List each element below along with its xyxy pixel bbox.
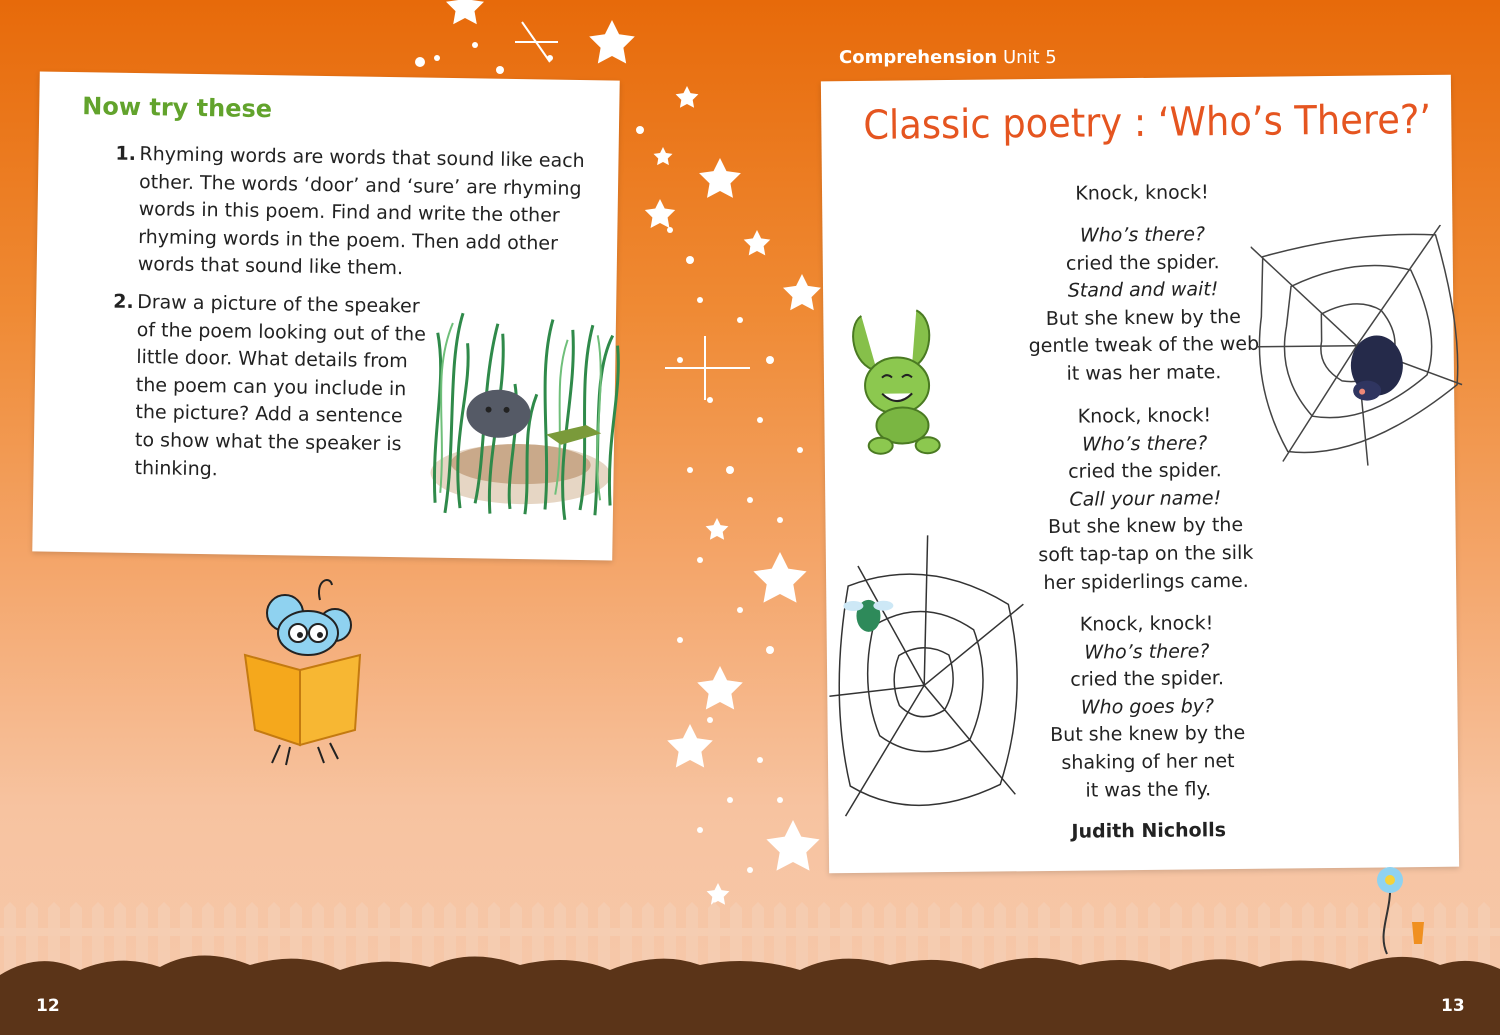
task-1 (115, 141, 602, 286)
page-number-right: 13 (1441, 996, 1465, 1016)
poem-author: Judith Nicholls (1071, 819, 1227, 843)
poem-line: Knock, knock! (1077, 404, 1212, 428)
poem-line: cried the spider. (1065, 250, 1220, 275)
ground-decoration (0, 945, 1500, 1035)
poem-line: cried the spider. (1068, 459, 1222, 483)
stanza-3 (1029, 402, 1261, 598)
poem-line: Knock, knock! (1075, 181, 1209, 205)
poem-line: Who’s there? (1081, 431, 1208, 456)
unit-label-rest: Unit 5 (1002, 47, 1057, 68)
poem-line: cried the spider. (1070, 667, 1225, 691)
spider-web-illustration (1250, 225, 1468, 472)
poem-line: Who goes by? (1080, 695, 1215, 719)
poem-line: Who’s there? (1084, 639, 1210, 664)
poem-line: Knock, knock! (1079, 612, 1214, 636)
rabbit-illustration (841, 305, 953, 456)
web-with-fly-illustration (828, 534, 1031, 821)
poem-line: soft tap-tap on the silk (1038, 541, 1254, 567)
poem-title: Classic poetry : ‘Who’s There?’ (863, 96, 1432, 149)
spider-in-grass-illustration (425, 303, 629, 531)
page-number-left: 12 (36, 996, 60, 1016)
unit-label (839, 47, 1057, 68)
poem-line: Stand and wait! (1067, 278, 1219, 302)
poem-line: But she knew by the (1045, 305, 1242, 330)
poem-line: her spiderlings came. (1043, 569, 1249, 594)
poem-line: But she knew by the (1047, 514, 1244, 539)
poem-card (821, 75, 1459, 874)
poem-line: Call your name! (1069, 486, 1222, 511)
flower-illustration (1372, 862, 1442, 957)
mouse-reading-illustration (240, 575, 370, 770)
poem-line: Who’s there? (1079, 223, 1206, 247)
stanza-4 (1031, 610, 1263, 806)
task-number: 1. (115, 142, 137, 165)
poem-line: gentle tweak of the web (1028, 333, 1260, 358)
task-number: 2. (113, 290, 134, 313)
task-text: Draw a picture of the speaker of the poem looking out of the little door. What details from the poem can you include in the picture? Add a sentence to show what the speaker is thinking. (134, 291, 427, 480)
unit-label-bold: Comprehension (839, 47, 998, 68)
poem-line: it was the fly. (1085, 777, 1212, 802)
stanza-1 (1027, 179, 1257, 209)
poem-line: it was her mate. (1066, 361, 1222, 385)
task-text: Rhyming words are words that sound like each other. The words ‘door’ and ‘sure’ are rhyming words in this poem. Find and write the other rhyming words in the poem. Then add other words that sound like them. (137, 143, 585, 280)
task-2 (113, 289, 427, 487)
activity-card (32, 71, 619, 560)
poem-line: shaking of her net (1061, 749, 1235, 774)
poem-line: But she knew by the (1050, 722, 1246, 747)
activity-heading: Now try these (82, 92, 273, 124)
stanza-2 (1027, 221, 1259, 389)
